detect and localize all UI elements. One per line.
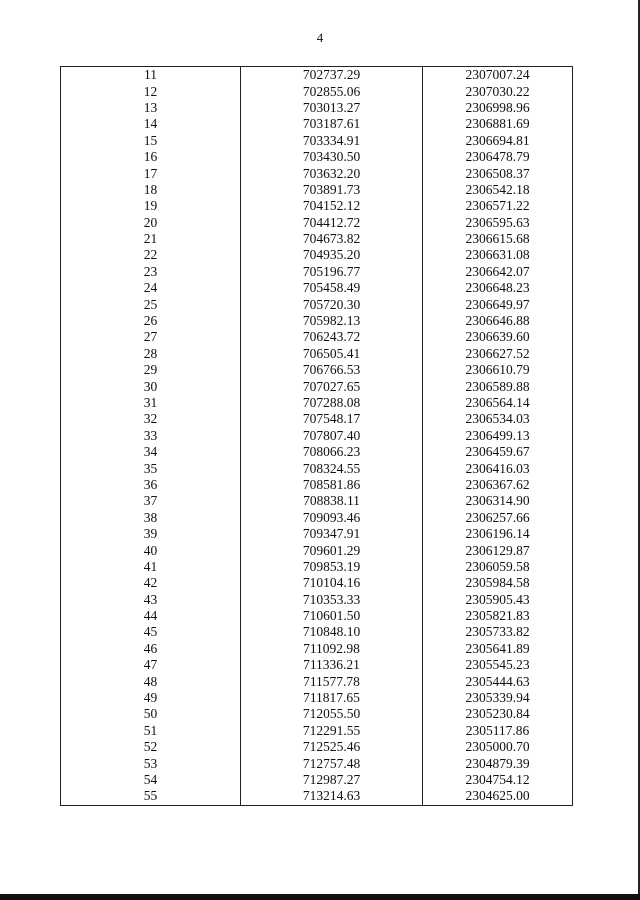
table-row (61, 198, 573, 214)
table-row (61, 231, 573, 247)
y-coordinate-cell: 2307030.22 (423, 83, 573, 99)
point-number-cell: 40 (61, 542, 241, 558)
x-coordinate-cell: 708324.55 (241, 460, 423, 476)
y-coordinate-cell: 2306589.88 (423, 378, 573, 394)
table-row (61, 723, 573, 739)
y-coordinate-cell: 2306694.81 (423, 133, 573, 149)
point-number-cell: 22 (61, 247, 241, 263)
y-coordinate-cell: 2305641.89 (423, 641, 573, 657)
table-row (61, 624, 573, 640)
x-coordinate-cell: 709853.19 (241, 559, 423, 575)
coordinate-table-body (61, 67, 573, 806)
point-number-cell: 42 (61, 575, 241, 591)
x-coordinate-cell: 705196.77 (241, 264, 423, 280)
x-coordinate-cell: 709093.46 (241, 510, 423, 526)
point-number-cell: 16 (61, 149, 241, 165)
table-row (61, 67, 573, 84)
y-coordinate-cell: 2306631.08 (423, 247, 573, 263)
point-number-cell: 50 (61, 706, 241, 722)
table-row (61, 690, 573, 706)
table-row (61, 428, 573, 444)
x-coordinate-cell: 703891.73 (241, 182, 423, 198)
table-row (61, 247, 573, 263)
table-row (61, 460, 573, 476)
point-number-cell: 43 (61, 592, 241, 608)
table-row (61, 444, 573, 460)
y-coordinate-cell: 2306257.66 (423, 510, 573, 526)
y-coordinate-cell: 2306196.14 (423, 526, 573, 542)
table-row (61, 657, 573, 673)
x-coordinate-cell: 710104.16 (241, 575, 423, 591)
y-coordinate-cell: 2306367.62 (423, 477, 573, 493)
table-row (61, 477, 573, 493)
y-coordinate-cell: 2306627.52 (423, 346, 573, 362)
table-row (61, 133, 573, 149)
x-coordinate-cell: 710353.33 (241, 592, 423, 608)
point-number-cell: 47 (61, 657, 241, 673)
y-coordinate-cell: 2305117.86 (423, 723, 573, 739)
y-coordinate-cell: 2307007.24 (423, 67, 573, 84)
x-coordinate-cell: 710848.10 (241, 624, 423, 640)
x-coordinate-cell: 711092.98 (241, 641, 423, 657)
y-coordinate-cell: 2306571.22 (423, 198, 573, 214)
table-row (61, 362, 573, 378)
point-number-cell: 53 (61, 755, 241, 771)
table-row (61, 575, 573, 591)
x-coordinate-cell: 712291.55 (241, 723, 423, 739)
x-coordinate-cell: 703632.20 (241, 165, 423, 181)
x-coordinate-cell: 703430.50 (241, 149, 423, 165)
table-row (61, 264, 573, 280)
point-number-cell: 41 (61, 559, 241, 575)
table-row (61, 329, 573, 345)
x-coordinate-cell: 704412.72 (241, 215, 423, 231)
x-coordinate-cell: 709347.91 (241, 526, 423, 542)
point-number-cell: 51 (61, 723, 241, 739)
table-row (61, 100, 573, 116)
point-number-cell: 11 (61, 67, 241, 84)
y-coordinate-cell: 2306648.23 (423, 280, 573, 296)
x-coordinate-cell: 703334.91 (241, 133, 423, 149)
x-coordinate-cell: 706505.41 (241, 346, 423, 362)
x-coordinate-cell: 707027.65 (241, 378, 423, 394)
table-row (61, 411, 573, 427)
point-number-cell: 17 (61, 165, 241, 181)
point-number-cell: 32 (61, 411, 241, 427)
point-number-cell: 29 (61, 362, 241, 378)
table-row (61, 313, 573, 329)
x-coordinate-cell: 707288.08 (241, 395, 423, 411)
y-coordinate-cell: 2304754.12 (423, 772, 573, 788)
x-coordinate-cell: 702855.06 (241, 83, 423, 99)
table-row (61, 706, 573, 722)
x-coordinate-cell: 707548.17 (241, 411, 423, 427)
table-row (61, 215, 573, 231)
table-row (61, 395, 573, 411)
point-number-cell: 27 (61, 329, 241, 345)
point-number-cell: 46 (61, 641, 241, 657)
point-number-cell: 48 (61, 673, 241, 689)
x-coordinate-cell: 713214.63 (241, 788, 423, 805)
x-coordinate-cell: 708066.23 (241, 444, 423, 460)
table-row (61, 788, 573, 805)
y-coordinate-cell: 2305733.82 (423, 624, 573, 640)
x-coordinate-cell: 705458.49 (241, 280, 423, 296)
table-row (61, 526, 573, 542)
x-coordinate-cell: 704152.12 (241, 198, 423, 214)
y-coordinate-cell: 2306499.13 (423, 428, 573, 444)
point-number-cell: 37 (61, 493, 241, 509)
table-row (61, 346, 573, 362)
x-coordinate-cell: 712987.27 (241, 772, 423, 788)
y-coordinate-cell: 2305000.70 (423, 739, 573, 755)
table-row (61, 296, 573, 312)
y-coordinate-cell: 2306881.69 (423, 116, 573, 132)
y-coordinate-cell: 2306642.07 (423, 264, 573, 280)
point-number-cell: 45 (61, 624, 241, 640)
x-coordinate-cell: 704935.20 (241, 247, 423, 263)
page-number: 4 (316, 30, 324, 45)
point-number-cell: 26 (61, 313, 241, 329)
point-number-cell: 39 (61, 526, 241, 542)
y-coordinate-cell: 2304625.00 (423, 788, 573, 805)
table-row (61, 165, 573, 181)
point-number-cell: 18 (61, 182, 241, 198)
y-coordinate-cell: 2306610.79 (423, 362, 573, 378)
table-row (61, 755, 573, 771)
y-coordinate-cell: 2305905.43 (423, 592, 573, 608)
point-number-cell: 28 (61, 346, 241, 362)
y-coordinate-cell: 2305821.83 (423, 608, 573, 624)
x-coordinate-cell: 705720.30 (241, 296, 423, 312)
point-number-cell: 25 (61, 296, 241, 312)
table-row (61, 542, 573, 558)
table-row (61, 116, 573, 132)
y-coordinate-cell: 2306649.97 (423, 296, 573, 312)
y-coordinate-cell: 2305339.94 (423, 690, 573, 706)
point-number-cell: 33 (61, 428, 241, 444)
y-coordinate-cell: 2305545.23 (423, 657, 573, 673)
table-row (61, 510, 573, 526)
point-number-cell: 35 (61, 460, 241, 476)
x-coordinate-cell: 711336.21 (241, 657, 423, 673)
x-coordinate-cell: 709601.29 (241, 542, 423, 558)
page-bottom-edge (0, 894, 640, 900)
point-number-cell: 19 (61, 198, 241, 214)
x-coordinate-cell: 703013.27 (241, 100, 423, 116)
point-number-cell: 20 (61, 215, 241, 231)
table-row (61, 493, 573, 509)
table-row (61, 772, 573, 788)
point-number-cell: 55 (61, 788, 241, 805)
point-number-cell: 34 (61, 444, 241, 460)
point-number-cell: 14 (61, 116, 241, 132)
coordinate-table (60, 66, 573, 806)
table-row (61, 182, 573, 198)
y-coordinate-cell: 2306314.90 (423, 493, 573, 509)
y-coordinate-cell: 2306595.63 (423, 215, 573, 231)
x-coordinate-cell: 711817.65 (241, 690, 423, 706)
y-coordinate-cell: 2306508.37 (423, 165, 573, 181)
point-number-cell: 23 (61, 264, 241, 280)
x-coordinate-cell: 707807.40 (241, 428, 423, 444)
y-coordinate-cell: 2306615.68 (423, 231, 573, 247)
table-row (61, 592, 573, 608)
table-row (61, 378, 573, 394)
table-row (61, 83, 573, 99)
x-coordinate-cell: 706243.72 (241, 329, 423, 345)
y-coordinate-cell: 2305230.84 (423, 706, 573, 722)
table-row (61, 149, 573, 165)
point-number-cell: 30 (61, 378, 241, 394)
y-coordinate-cell: 2306478.79 (423, 149, 573, 165)
y-coordinate-cell: 2305984.58 (423, 575, 573, 591)
point-number-cell: 13 (61, 100, 241, 116)
point-number-cell: 24 (61, 280, 241, 296)
y-coordinate-cell: 2306534.03 (423, 411, 573, 427)
y-coordinate-cell: 2306542.18 (423, 182, 573, 198)
x-coordinate-cell: 708581.86 (241, 477, 423, 493)
table-row (61, 280, 573, 296)
y-coordinate-cell: 2306129.87 (423, 542, 573, 558)
x-coordinate-cell: 712055.50 (241, 706, 423, 722)
x-coordinate-cell: 711577.78 (241, 673, 423, 689)
point-number-cell: 38 (61, 510, 241, 526)
x-coordinate-cell: 710601.50 (241, 608, 423, 624)
point-number-cell: 44 (61, 608, 241, 624)
x-coordinate-cell: 705982.13 (241, 313, 423, 329)
x-coordinate-cell: 703187.61 (241, 116, 423, 132)
y-coordinate-cell: 2306416.03 (423, 460, 573, 476)
y-coordinate-cell: 2306998.96 (423, 100, 573, 116)
table-row (61, 641, 573, 657)
table-row (61, 673, 573, 689)
x-coordinate-cell: 712525.46 (241, 739, 423, 755)
x-coordinate-cell: 706766.53 (241, 362, 423, 378)
x-coordinate-cell: 708838.11 (241, 493, 423, 509)
point-number-cell: 54 (61, 772, 241, 788)
x-coordinate-cell: 712757.48 (241, 755, 423, 771)
x-coordinate-cell: 702737.29 (241, 67, 423, 84)
point-number-cell: 21 (61, 231, 241, 247)
y-coordinate-cell: 2306459.67 (423, 444, 573, 460)
point-number-cell: 12 (61, 83, 241, 99)
table-row (61, 559, 573, 575)
y-coordinate-cell: 2306564.14 (423, 395, 573, 411)
y-coordinate-cell: 2306639.60 (423, 329, 573, 345)
point-number-cell: 49 (61, 690, 241, 706)
table-row (61, 739, 573, 755)
table-row (61, 608, 573, 624)
point-number-cell: 52 (61, 739, 241, 755)
point-number-cell: 15 (61, 133, 241, 149)
point-number-cell: 36 (61, 477, 241, 493)
x-coordinate-cell: 704673.82 (241, 231, 423, 247)
y-coordinate-cell: 2304879.39 (423, 755, 573, 771)
y-coordinate-cell: 2306646.88 (423, 313, 573, 329)
point-number-cell: 31 (61, 395, 241, 411)
y-coordinate-cell: 2306059.58 (423, 559, 573, 575)
y-coordinate-cell: 2305444.63 (423, 673, 573, 689)
